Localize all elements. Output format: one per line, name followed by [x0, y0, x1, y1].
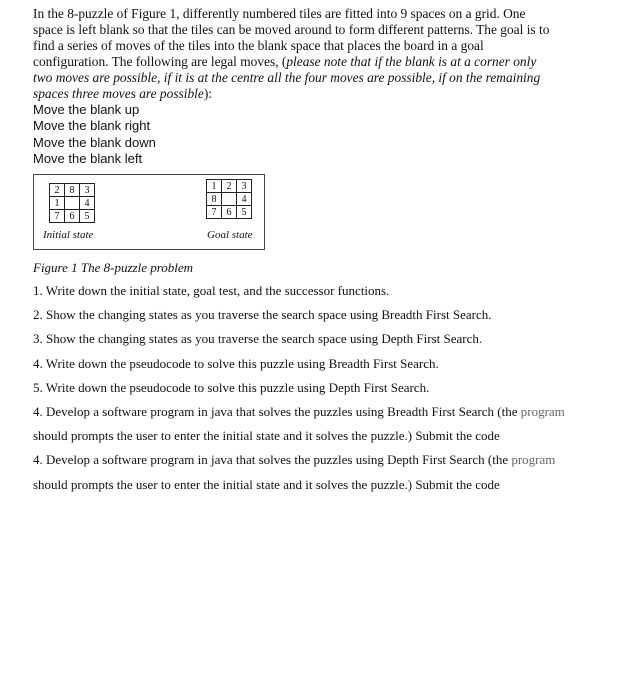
- tile: 3: [237, 180, 252, 193]
- tile: 1: [207, 180, 222, 193]
- tile: 4: [237, 193, 252, 206]
- question-text-faded: program: [511, 452, 556, 468]
- move-item: Move the blank right: [33, 118, 151, 134]
- tile: 4: [80, 197, 95, 210]
- tile: 3: [80, 184, 95, 197]
- question-item: 4. Write down the pseudocode to solve this puzzle using Breadth First Search.: [33, 355, 439, 371]
- intro-line: In the 8-puzzle of Figure 1, differently numbered tiles are fitted into 9 spaces on a grid. One: [33, 6, 526, 21]
- tile: 7: [50, 210, 65, 223]
- tile: 1: [50, 197, 65, 210]
- intro-note-italic: please note that if the blank is at a corner only: [286, 54, 537, 69]
- tile: 5: [237, 206, 252, 219]
- question-item: 2. Show the changing states as you traverse the search space using Breadth First Search.: [33, 307, 492, 323]
- question-list: [33, 283, 623, 501]
- intro-line: space is left blank so that the tiles can be moved around to form different patterns. The goal is to: [33, 22, 550, 37]
- intro-note-italic: two moves are possible, if it is at the centre all the four moves are possible, if on the remaining: [33, 70, 541, 85]
- initial-state-label: Initial state: [43, 229, 94, 241]
- question-text: 4. Develop a software program in java that solves the puzzles using Breadth First Search (the: [33, 403, 521, 419]
- question-text: 4. Develop a software program in java that solves the puzzles using Depth First Search (the: [33, 452, 512, 468]
- blank-tile: [65, 197, 80, 210]
- move-item: Move the blank left: [33, 150, 143, 166]
- tile: 8: [65, 184, 80, 197]
- tile: 7: [207, 206, 222, 219]
- intro-line: [33, 54, 593, 70]
- question-item: 5. Write down the pseudocode to solve this puzzle using Depth First Search.: [33, 379, 430, 395]
- question-item: 3. Show the changing states as you traverse the search space using Depth First Search.: [33, 331, 483, 347]
- intro-line: [33, 86, 593, 102]
- goal-state-label: Goal state: [207, 229, 253, 241]
- tile: 2: [222, 180, 237, 193]
- question-item-continued: should prompts the user to enter the initial state and it solves the puzzle.) Submit the code: [33, 428, 500, 444]
- figure-caption: Figure 1 The 8-puzzle problem: [33, 260, 194, 275]
- intro-line: [33, 70, 593, 86]
- move-item: Move the blank up: [33, 102, 140, 117]
- blank-tile: [222, 193, 237, 206]
- tile: 8: [207, 193, 222, 206]
- initial-state-board: [49, 183, 95, 223]
- question-item: 1. Write down the initial state, goal test, and the successor functions.: [33, 283, 390, 298]
- puzzle-figure: [33, 174, 265, 250]
- tile: 6: [222, 206, 237, 219]
- goal-state-board: [206, 179, 252, 219]
- intro-text: ):: [203, 86, 213, 101]
- move-item: Move the blank down: [33, 134, 156, 150]
- question-item-continued: should prompts the user to enter the initial state and it solves the puzzle.) Submit the code: [33, 476, 500, 492]
- intro-paragraph: [33, 6, 593, 102]
- question-text-faded: program: [520, 403, 565, 419]
- intro-note-italic: spaces three moves are possible: [33, 86, 204, 101]
- tile: 5: [80, 210, 95, 223]
- tile: 6: [65, 210, 80, 223]
- legal-moves-list: [33, 102, 156, 167]
- tile: 2: [50, 184, 65, 197]
- intro-line: find a series of moves of the tiles into the blank space that places the board in a goal: [33, 38, 484, 53]
- intro-text: configuration. The following are legal moves, (: [33, 54, 287, 69]
- question-item: [33, 404, 623, 428]
- question-item: [33, 452, 623, 476]
